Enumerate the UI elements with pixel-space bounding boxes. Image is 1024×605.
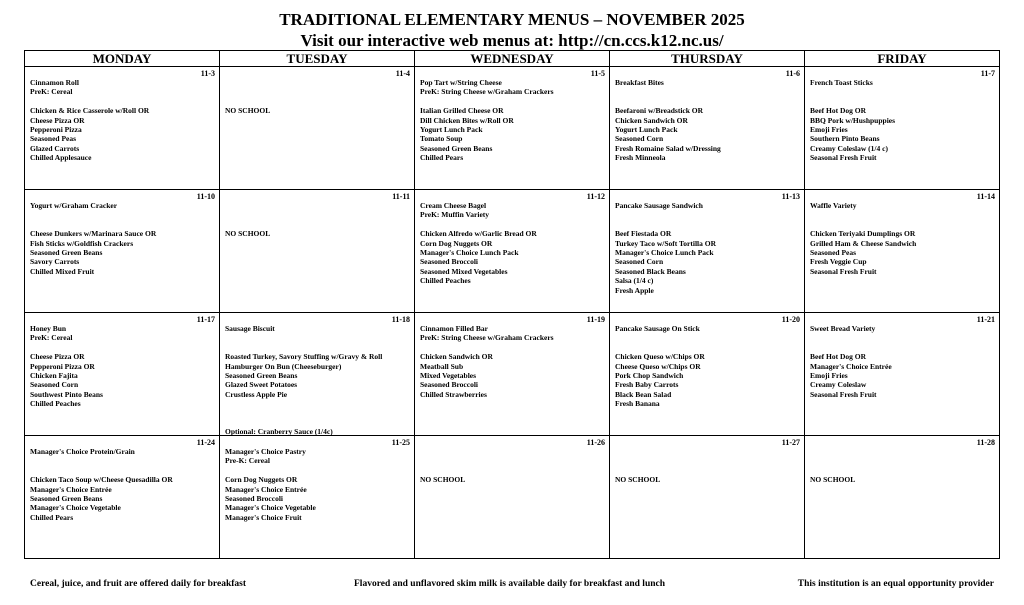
menu-item: Waffle Variety [810,201,857,210]
menu-item [615,333,800,342]
menu-item [225,78,410,87]
menu-item [420,220,605,229]
menu-item: Pre-K: Cereal [225,456,270,466]
menu-item: Yogurt Lunch Pack [420,125,483,135]
day-header-monday: MONDAY [25,51,220,67]
menu-item: Breakfast Bites [615,78,664,87]
menu-item: Chicken Fajita [30,371,78,381]
menu-item: Optional: Cranberry Sauce (1/4c) [225,427,333,437]
menu-item: Honey Bun [30,324,67,333]
menu-item: PreK: Muffin Variety [420,210,490,220]
day-cell [805,313,1000,436]
menu-item: Seasoned Black Beans [615,266,686,276]
menu-item: PreK: Cereal [30,333,73,343]
menu-item: Beef Fiestada OR [615,229,672,239]
cell-date: 11-11 [392,192,410,201]
day-header-thursday: THURSDAY [610,51,805,67]
day-cell [610,67,805,190]
day-cell [25,436,220,559]
menu-item: Manager's Choice Fruit [225,512,302,522]
day-cell [610,190,805,313]
menu-items [225,447,410,522]
menu-item [615,220,800,229]
menu-item [30,466,215,475]
menu-item: Seasoned Broccoli [420,380,478,390]
menu-item: Glazed Sweet Potatoes [225,380,298,390]
calendar-body [25,67,1000,559]
menu-item: Seasoned Peas [810,248,857,257]
menu-calendar [24,50,1000,559]
menu-item [225,201,410,210]
menu-item: Fish Sticks w/Goldfish Crackers [30,238,134,248]
cell-date: 11-6 [785,69,800,78]
menu-items [810,78,995,163]
menu-items [420,324,605,399]
menu-item: Pepperoni Pizza OR [30,361,95,371]
footer-breakfast-note: Cereal, juice, and fruit are offered daily for breakfast [30,579,247,589]
menu-item [615,456,800,465]
menu-item: PreK: String Cheese w/Graham Crackers [420,87,554,97]
day-cell [220,67,415,190]
menu-item: NO SCHOOL [615,475,661,485]
cell-date: 11-14 [976,192,995,201]
menu-item: Seasoned Green Beans [30,248,103,257]
menu-item [225,418,410,427]
menu-item [615,343,800,352]
menu-item: Black Bean Salad [615,389,672,399]
day-cell [805,67,1000,190]
menu-item [420,456,605,465]
day-header-row [25,51,1000,67]
menu-item: Roasted Turkey, Savory Stuffing w/Gravy & Roll [225,352,383,362]
menu-item: NO SCHOOL [225,229,271,239]
cell-date: 11-7 [980,69,995,78]
cell-date: 11-10 [196,192,215,201]
menu-item: Corn Dog Nuggets OR [225,475,298,485]
menu-item: Pork Chop Sandwich [615,371,684,380]
menu-items [810,324,995,399]
menu-item: Seasoned Corn [615,257,664,267]
day-cell [805,436,1000,559]
menu-item: Fresh Romaine Salad w/Dressing [615,143,721,153]
menu-item: Fresh Banana [615,399,660,409]
day-header-wednesday: WEDNESDAY [415,51,610,67]
menu-item: Chilled Pears [30,512,74,522]
menu-item [225,333,410,342]
menu-item [30,343,215,352]
menu-item: Chilled Strawberries [420,389,487,399]
menu-item: Emoji Fries [810,371,848,380]
day-cell [220,313,415,436]
menu-item: Chilled Peaches [420,276,471,286]
menu-item: Southern Pinto Beans [810,134,880,144]
menu-item [810,87,995,96]
cell-date: 11-21 [976,315,995,324]
menu-item: Chicken Teriyaki Dumplings OR [810,229,916,239]
menu-item: Turkey Taco w/Soft Tortilla OR [615,238,716,248]
menu-item [810,210,995,219]
week-row [25,190,1000,313]
menu-item: Hamburger On Bun (Cheeseburger) [225,361,342,371]
menu-items [225,201,410,239]
menu-item: Seasoned Green Beans [420,143,493,153]
menu-item: Seasoned Peas [30,134,77,144]
menu-item: Fresh Apple [615,285,654,295]
day-cell [805,190,1000,313]
menu-item: Manager's Choice Entrée [810,361,892,371]
menu-item [225,409,410,418]
cell-date: 11-26 [586,438,605,447]
day-cell [415,313,610,436]
menu-items [810,201,995,276]
menu-item [615,447,800,456]
menu-items [615,201,800,295]
day-cell [415,436,610,559]
menu-item: Pepperoni Pizza [30,125,82,135]
menu-item: Chilled Peaches [30,399,81,409]
menu-items [615,78,800,163]
menu-item: Seasonal Fresh Fruit [810,389,877,399]
menu-item: Cheese Pizza OR [30,352,85,362]
menu-item [810,220,995,229]
menu-item: Beef Hot Dog OR [810,106,867,116]
day-cell [610,313,805,436]
menu-item [420,447,605,456]
menu-item: Sausage Biscuit [225,324,275,333]
menu-item [420,97,605,106]
week-row [25,436,1000,559]
menu-items [420,447,605,485]
menu-item [225,220,410,229]
calendar-header [25,51,1000,67]
menu-item: Cinnamon Roll [30,78,79,87]
menu-item [225,343,410,352]
day-cell [25,313,220,436]
cell-date: 11-4 [395,69,410,78]
menu-item [30,97,215,106]
menu-item: Chicken Sandwich OR [615,115,688,125]
menu-item: Southwest Pinto Beans [30,389,103,399]
menu-item: Yogurt w/Graham Cracker [30,201,118,210]
menu-item: Manager's Choice Vegetable [30,503,121,513]
menu-items [30,447,215,522]
menu-item [420,343,605,352]
menu-item: Beef Hot Dog OR [810,352,867,362]
menu-item: French Toast Sticks [810,78,873,87]
day-cell [25,190,220,313]
menu-items [420,201,605,286]
menu-item [30,210,215,219]
footer-equal-opportunity: This institution is an equal opportunity provider [797,579,994,589]
menu-item: Chicken Sandwich OR [420,352,493,362]
menu-item: Cheese Queso w/Chips OR [615,361,701,371]
menu-item [30,456,215,465]
menu-items [225,324,410,437]
cell-date: 11-19 [586,315,605,324]
menu-item: NO SCHOOL [420,475,466,485]
cell-date: 11-18 [391,315,410,324]
cell-date: 11-27 [781,438,800,447]
menu-item: Seasonal Fresh Fruit [810,266,877,276]
menu-items [30,324,215,409]
menu-item [615,87,800,96]
menu-item: Seasoned Corn [615,134,664,144]
menu-item: Cheese Dunkers w/Marinara Sauce OR [30,229,157,239]
menu-item [225,210,410,219]
menu-item: Savory Carrots [30,257,80,267]
menu-item [30,220,215,229]
menu-items [615,324,800,409]
menu-items [30,201,215,276]
menu-item [615,210,800,219]
menu-item: Manager's Choice Lunch Pack [420,248,519,258]
menu-item: Seasoned Broccoli [420,257,478,267]
menu-item: Pancake Sausage On Stick [615,324,700,333]
menu-item [225,399,410,408]
menu-item: Fresh Veggie Cup [810,257,867,267]
day-header-friday: FRIDAY [805,51,1000,67]
menu-item: Sweet Bread Variety [810,324,876,333]
cell-date: 11-17 [196,315,215,324]
cell-date: 11-5 [590,69,605,78]
menu-item: Seasoned Corn [30,380,79,390]
menu-item: Cream Cheese Bagel [420,201,487,210]
menu-item [225,87,410,96]
menu-item [420,466,605,475]
menu-item: Chilled Pears [420,153,464,163]
menu-item: Manager's Choice Protein/Grain [30,447,135,456]
menu-item: Meatball Sub [420,361,464,371]
menu-item: Manager's Choice Vegetable [225,503,316,513]
menu-item: Yogurt Lunch Pack [615,125,678,134]
cell-date: 11-12 [586,192,605,201]
week-row [25,313,1000,436]
menu-item: Dill Chicken Bites w/Roll OR [420,115,514,125]
menu-items [30,78,215,163]
menu-item: Manager's Choice Entrée [225,484,307,494]
menu-item: Manager's Choice Lunch Pack [615,248,714,257]
menu-item: Chilled Mixed Fruit [30,266,95,276]
cell-date: 11-24 [196,438,215,447]
menu-title: TRADITIONAL ELEMENTARY MENUS – NOVEMBER 2025 [279,10,745,29]
week-row [25,67,1000,190]
menu-item: Creamy Coleslaw (1/4 c) [810,143,888,153]
day-cell [415,190,610,313]
cell-date: 11-28 [976,438,995,447]
menu-item: Cinnamon Filled Bar [420,324,488,333]
cell-date: 11-25 [391,438,410,447]
menu-item: Grilled Ham & Cheese Sandwich [810,238,917,248]
menu-item: Glazed Carrots [30,143,80,153]
menu-item: Manager's Choice Pastry [225,447,306,456]
menu-item: Seasoned Green Beans [225,371,298,380]
menu-item: Crustless Apple Pie [225,389,288,399]
menu-item: NO SCHOOL [810,475,856,485]
menu-item: Seasoned Mixed Vegetables [420,266,508,276]
menu-item [225,466,410,475]
cell-date: 11-20 [781,315,800,324]
menu-item: Mixed Vegetables [420,371,477,381]
day-cell [220,190,415,313]
cell-date: 11-3 [200,69,215,78]
menu-item: BBQ Pork w/Hushpuppies [810,115,896,125]
menu-items [810,447,995,485]
menu-item: Emoji Fries [810,125,848,134]
menu-item: NO SCHOOL [225,106,271,116]
footer-milk-note: Flavored and unflavored skim milk is available daily for breakfast and lunch [354,579,666,589]
menu-item [615,466,800,475]
menu-item: Fresh Minneola [615,153,666,163]
menu-item: Manager's Choice Entrée [30,484,112,494]
menu-item: Chicken Alfredo w/Garlic Bread OR [420,229,537,239]
day-cell [25,67,220,190]
menu-item [225,97,410,106]
menu-item: Creamy Coleslaw [810,380,867,390]
day-cell [220,436,415,559]
menu-item: Seasoned Broccoli [225,494,283,504]
menu-item: Fresh Baby Carrots [615,380,679,390]
cell-date: 11-13 [781,192,800,201]
menu-items [615,447,800,485]
day-header-tuesday: TUESDAY [220,51,415,67]
menu-item: Cheese Pizza OR [30,115,85,125]
menu-item: Seasonal Fresh Fruit [810,153,877,163]
menu-item: Beefaroni w/Breadstick OR [615,106,704,116]
menu-item [810,447,995,456]
menu-item [810,466,995,475]
menu-item: Chicken Queso w/Chips OR [615,352,705,362]
menu-item: Seasoned Green Beans [30,494,103,503]
menu-item: Pancake Sausage Sandwich [615,201,703,210]
menu-item: Corn Dog Nuggets OR [420,238,493,248]
menu-item [810,456,995,465]
menu-item [810,333,995,342]
menu-item: Salsa (1/4 c) [615,276,654,286]
menu-item: Tomato Soup [420,134,463,144]
menu-item: PreK: String Cheese w/Graham Crackers [420,333,554,343]
menu-items [420,78,605,163]
menu-subtitle: Visit our interactive web menus at: http://cn.ccs.k12.nc.us/ [300,31,724,50]
menu-item: Italian Grilled Cheese OR [420,106,504,116]
day-cell [610,436,805,559]
day-cell [415,67,610,190]
menu-item: PreK: Cereal [30,87,73,97]
menu-item: Pop Tart w/String Cheese [420,78,502,87]
menu-item: Chicken & Rice Casserole w/Roll OR [30,106,150,116]
menu-item: Chicken Taco Soup w/Cheese Quesadilla OR [30,475,173,485]
menu-item [615,97,800,106]
menu-item [810,97,995,106]
menu-item [810,343,995,352]
menu-items [225,78,410,116]
menu-item: Chilled Applesauce [30,153,92,163]
